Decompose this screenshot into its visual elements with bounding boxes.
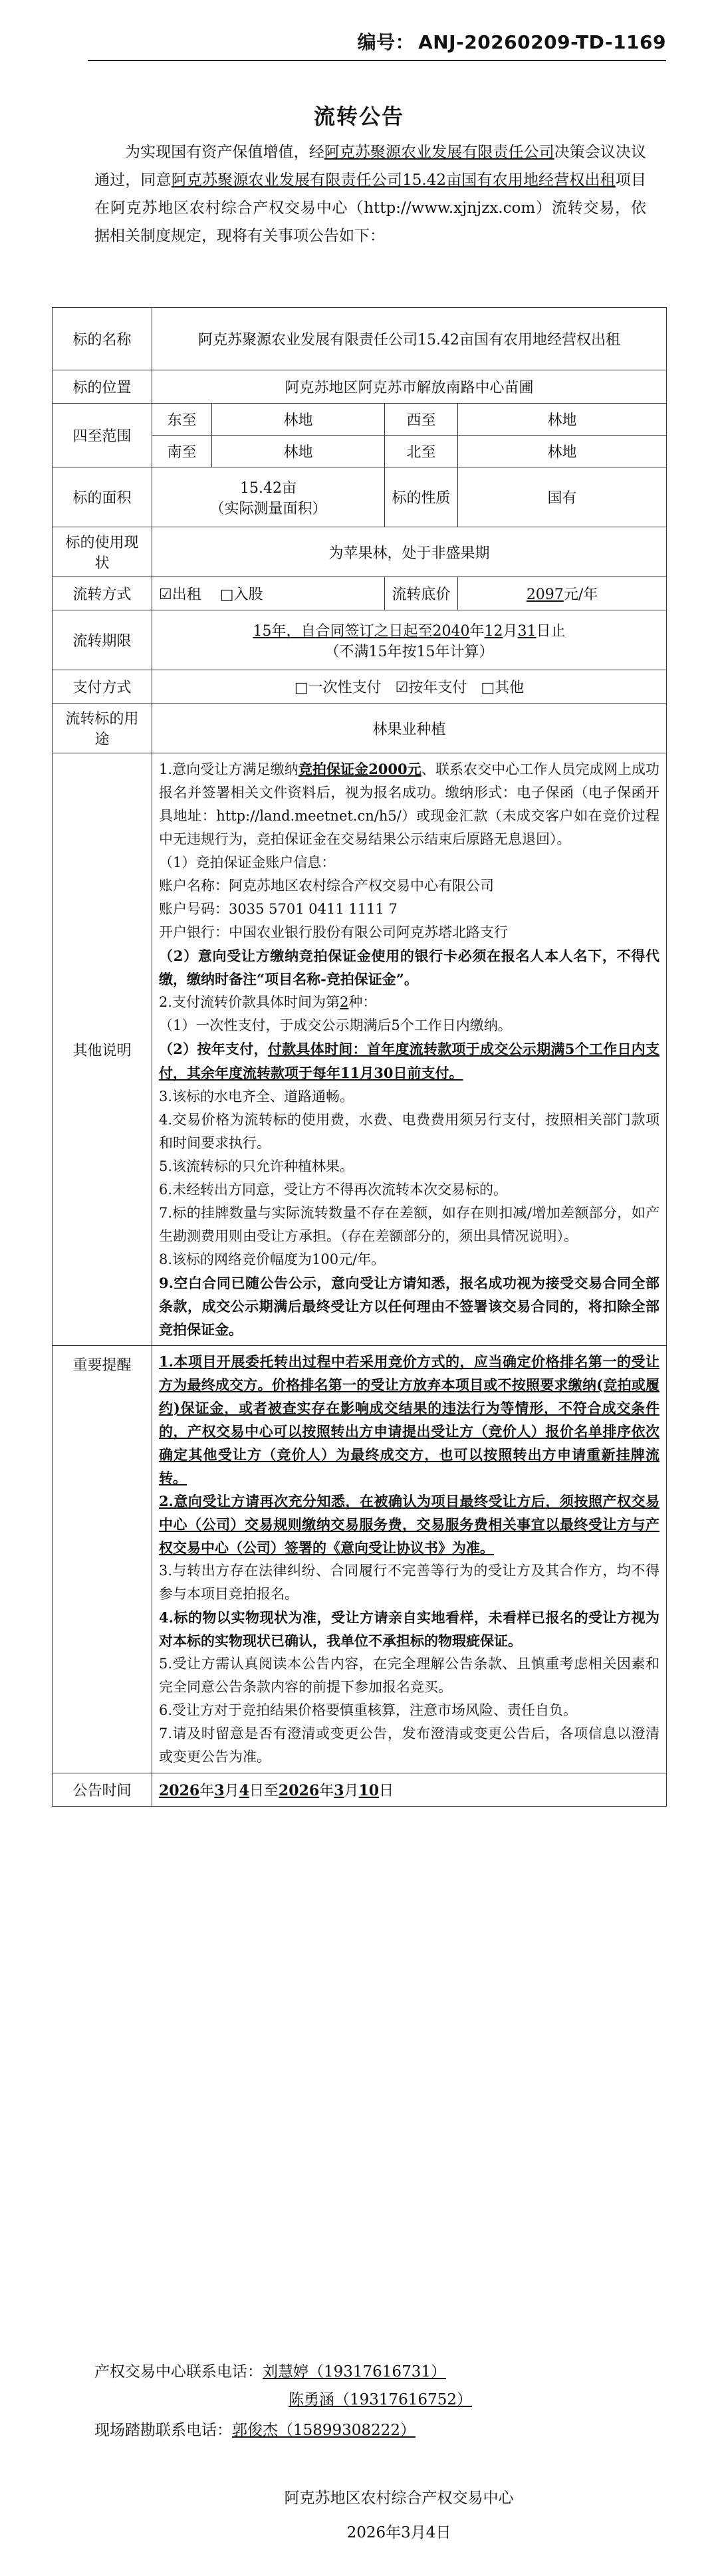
note-3: 3.该标的水电齐全、道路通畅。 [159,1089,354,1104]
note-own-card: （2）意向受让方缴纳竞拍保证金使用的银行卡必须在报名人本人名下，不得代缴，缴纳时备注“项目名称-竞拍保证金”。 [159,948,660,987]
north-label: 北至 [385,436,458,467]
payment-option-annual: ☑按年支付 [395,680,467,696]
row-payment [53,670,667,704]
note-7: 7.标的挂牌数量与实际流转数量不存在差额，如存在则扣减/增加差额部分，如产生勘测费用则由受让方承担。（存在差额部分的，须出具情况说明）。 [159,1205,660,1244]
contact-center-line [94,2359,446,2381]
north-value: 林地 [458,436,667,467]
base-price-unit: 元/年 [563,586,598,603]
intro-paragraph [94,138,646,250]
signature-date: 2026年3月4日 [346,2524,451,2541]
period-end-day: 31 [517,622,537,640]
reminder-6: 6.受让方对于竞拍结果价格要慎重核算，注意市场风险、责任自负。 [159,1702,578,1718]
note-8: 8.该标的网络竞价幅度为100元/年。 [159,1251,386,1267]
base-price-label: 流转底价 [385,577,458,610]
east-label: 东至 [152,404,212,436]
row-period [53,610,667,670]
note-account-number: 账户号码：3035 5701 0411 1111 7 [159,901,398,917]
period-note: （不满15年按15年计算） [324,643,494,660]
area-label: 标的面积 [53,467,152,527]
period-text-3: 月 [503,622,518,640]
status-label: 标的使用现状 [53,527,152,577]
status-value: 为苹果林，处于非盛果期 [152,527,667,577]
nature-label: 标的性质 [385,467,458,527]
reminder-3: 3.与转出方存在法律纠纷、合同履行不完善等行为的受让方及其合作方，均不得参与本项目竞拍报名。 [159,1563,660,1602]
contact-1: 刘慧婷（19317616731） [263,2363,446,2381]
period-text-2: 年 [469,622,485,640]
intro-text-1: 为实现国有资产保值增值，经 [125,144,324,161]
row-time [53,1773,667,1807]
contact-2-line [289,2387,472,2409]
note-6: 6.未经转出方同意，受让方不得再次流转本次交易标的。 [159,1182,508,1198]
west-value: 林地 [458,404,667,436]
method-label: 流转方式 [53,577,152,610]
reminder-label: 重要提醒 [53,1346,152,1773]
note-account-bank: 开户银行：中国农业银行股份有限公司阿克苏塔北路支行 [159,924,508,940]
row-boundaries-1 [53,404,667,436]
intro-text-2: 决策会议决议通过，同意 [94,144,647,189]
row-subject-name [53,308,667,370]
period-label: 流转期限 [53,610,152,670]
period-value [152,610,667,670]
reminder-content [152,1346,667,1773]
contact-3: 郭俊杰（15899308222） [232,2422,416,2439]
row-reminder [53,1346,667,1773]
row-area [53,467,667,527]
location-label: 标的位置 [53,370,152,404]
contact-site-label: 现场踏勘联系电话： [94,2422,232,2439]
time-value: 2026年3月4日至2026年3月10日 [152,1773,667,1807]
payment-options [152,670,667,704]
location-value: 阿克苏地区阿克苏市解放南路中心苗圃 [152,370,667,404]
other-notes-label: 其他说明 [53,753,152,1346]
reminder-2: 2.意向受让方请再次充分知悉，在被确认为项目最终受让方后，须按照产权交易中心（公司）交易规则缴纳交易服务费，交易服务费相关事宜以最终受让方与产权交易中心（公司）签署的《意向受让协议书》为准。 [159,1493,660,1556]
base-price-value: 2097 [526,586,564,603]
document-number-value: ANJ-20260209-TD-1169 [418,31,666,53]
period-text-1: 年，自合同签订之日起至 [271,622,433,640]
purpose-label: 流转标的用途 [53,704,152,753]
period-years: 15 [253,622,272,640]
reminder-4: 4.标的物以实物现状为准，受让方请亲自实地看样，未看样已报名的受让方视为对本标的实物现状已确认，我单位不承担标的物瑕疵保证。 [159,1609,660,1649]
area-amount: 15.42亩 [240,479,297,497]
payment-label: 支付方式 [53,670,152,704]
other-notes-content [152,753,667,1346]
note-5: 5.该流转标的只允许种植林果。 [159,1158,354,1174]
west-label: 西至 [385,404,458,436]
nature-value: 国有 [458,467,667,527]
purpose-value: 林果业种植 [152,704,667,753]
period-end-month: 12 [484,622,503,640]
contact-site-line [94,2418,416,2440]
reminder-1: 1.本项目开展委托转出过程中若采用竞价方式的，应当确定价格排名第一的受让方为最终成交方。价格排名第一的受让方放弃本项目或不按照要求缴纳(竞拍或履约)保证金，或者被查实存在影响成交结果的违法行为等情形，不符合成交条件的，产权交易中心可以按照转出方申请提出受让方（竞价人）报价名单排序依次确定其他受让方（竞价人）为最终成交方，也可以按照转出方申请重新挂牌流转。 [159,1353,660,1486]
period-end-year: 2040 [432,622,470,640]
period-text-4: 日止 [536,622,566,640]
subject-name-value: 阿克苏聚源农业发展有限责任公司15.42亩国有农用地经营权出租 [152,308,667,370]
row-location [53,370,667,404]
announcement-table [52,307,667,1807]
south-label: 南至 [152,436,212,467]
document-number-label: 编号： [357,31,415,53]
area-note: （实际测量面积） [209,500,327,517]
header-divider [88,60,666,61]
document-number [358,28,666,55]
payment-option-other: □其他 [481,680,525,696]
south-value: 林地 [212,436,385,467]
contact-center-label: 产权交易中心联系电话： [94,2363,263,2381]
payment-option-lump: □一次性支付 [294,680,382,696]
method-option-share: □入股 [219,586,263,603]
intro-text-3: 项目在阿克苏地区农村综合产权交易中心（http://www.xjnjzx.com）流转交易，依据相关制度规定，现将有关事项公告如下： [94,172,646,245]
note-2: 2.支付流转价款具体时间为第2种： [159,994,377,1010]
time-label: 公告时间 [53,1773,152,1807]
reminder-5: 5.受让方需认真阅读本公告内容，在完全理解公告条款、且慎重考虑相关因素和完全同意公告条款内容的前提下参加报名竞买。 [159,1656,660,1695]
note-1: 1.意向受让方满足缴纳竞拍保证金2000元、联系农交中心工作人员完成网上成功报名并签署相关文件资料后，视为报名成功。缴纳形式：电子保函（电子保函开具地址：http://land.meetnet.cn/h5/）或现金汇款（未成交客户如在竞价过程中无违规行为，竞拍保证金在交易结果公示结束后原路无息退回）。 [159,761,660,847]
reminder-7: 7.请及时留意是否有澄清或变更公告，发布澄清或变更公告后，各项信息以澄清或变更公告为准。 [159,1726,660,1765]
east-value: 林地 [212,404,385,436]
row-other-notes [53,753,667,1346]
row-status [53,527,667,577]
note-2-1: （1）一次性支付，于成交公示期满后5个工作日内缴纳。 [159,1017,512,1033]
area-value [152,467,385,527]
row-method [53,577,667,610]
boundaries-label: 四至范围 [53,404,152,467]
intro-company: 阿克苏聚源农业发展有限责任公司 [324,144,554,161]
note-4: 4.交易价格为流转标的使用费，水费、电费费用须另行支付，按照相关部门款项和时间要求执行。 [159,1112,660,1151]
contact-2: 陈勇涵（19317616752） [289,2391,472,2408]
note-account-heading: （1）竞拍保证金账户信息： [159,854,336,870]
method-options [152,577,385,610]
subject-name-label: 标的名称 [53,308,152,370]
note-account-name: 账户名称：阿克苏地区农村综合产权交易中心有限公司 [159,878,494,894]
note-9: 9.空白合同已随公告公示，意向受让方请知悉，报名成功视为接受交易合同全部条款，成交公示期满后最终受让方以任何理由不签署该交易合同的，将扣除全部竞拍保证金。 [159,1275,660,1338]
row-purpose [53,704,667,753]
page-title: 流转公告 [313,104,404,129]
base-price [458,577,667,610]
signature-org: 阿克苏地区农村综合产权交易中心 [284,2490,514,2507]
note-2-2: （2）按年支付，付款具体时间：首年度流转款项于成交公示期满5个工作日内支付，其余年度流转款项于每年11月30日前支付。 [159,1041,660,1081]
intro-project: 阿克苏聚源农业发展有限责任公司15.42亩国有农用地经营权出租 [171,172,616,189]
method-option-lease: ☑出租 [159,586,201,603]
